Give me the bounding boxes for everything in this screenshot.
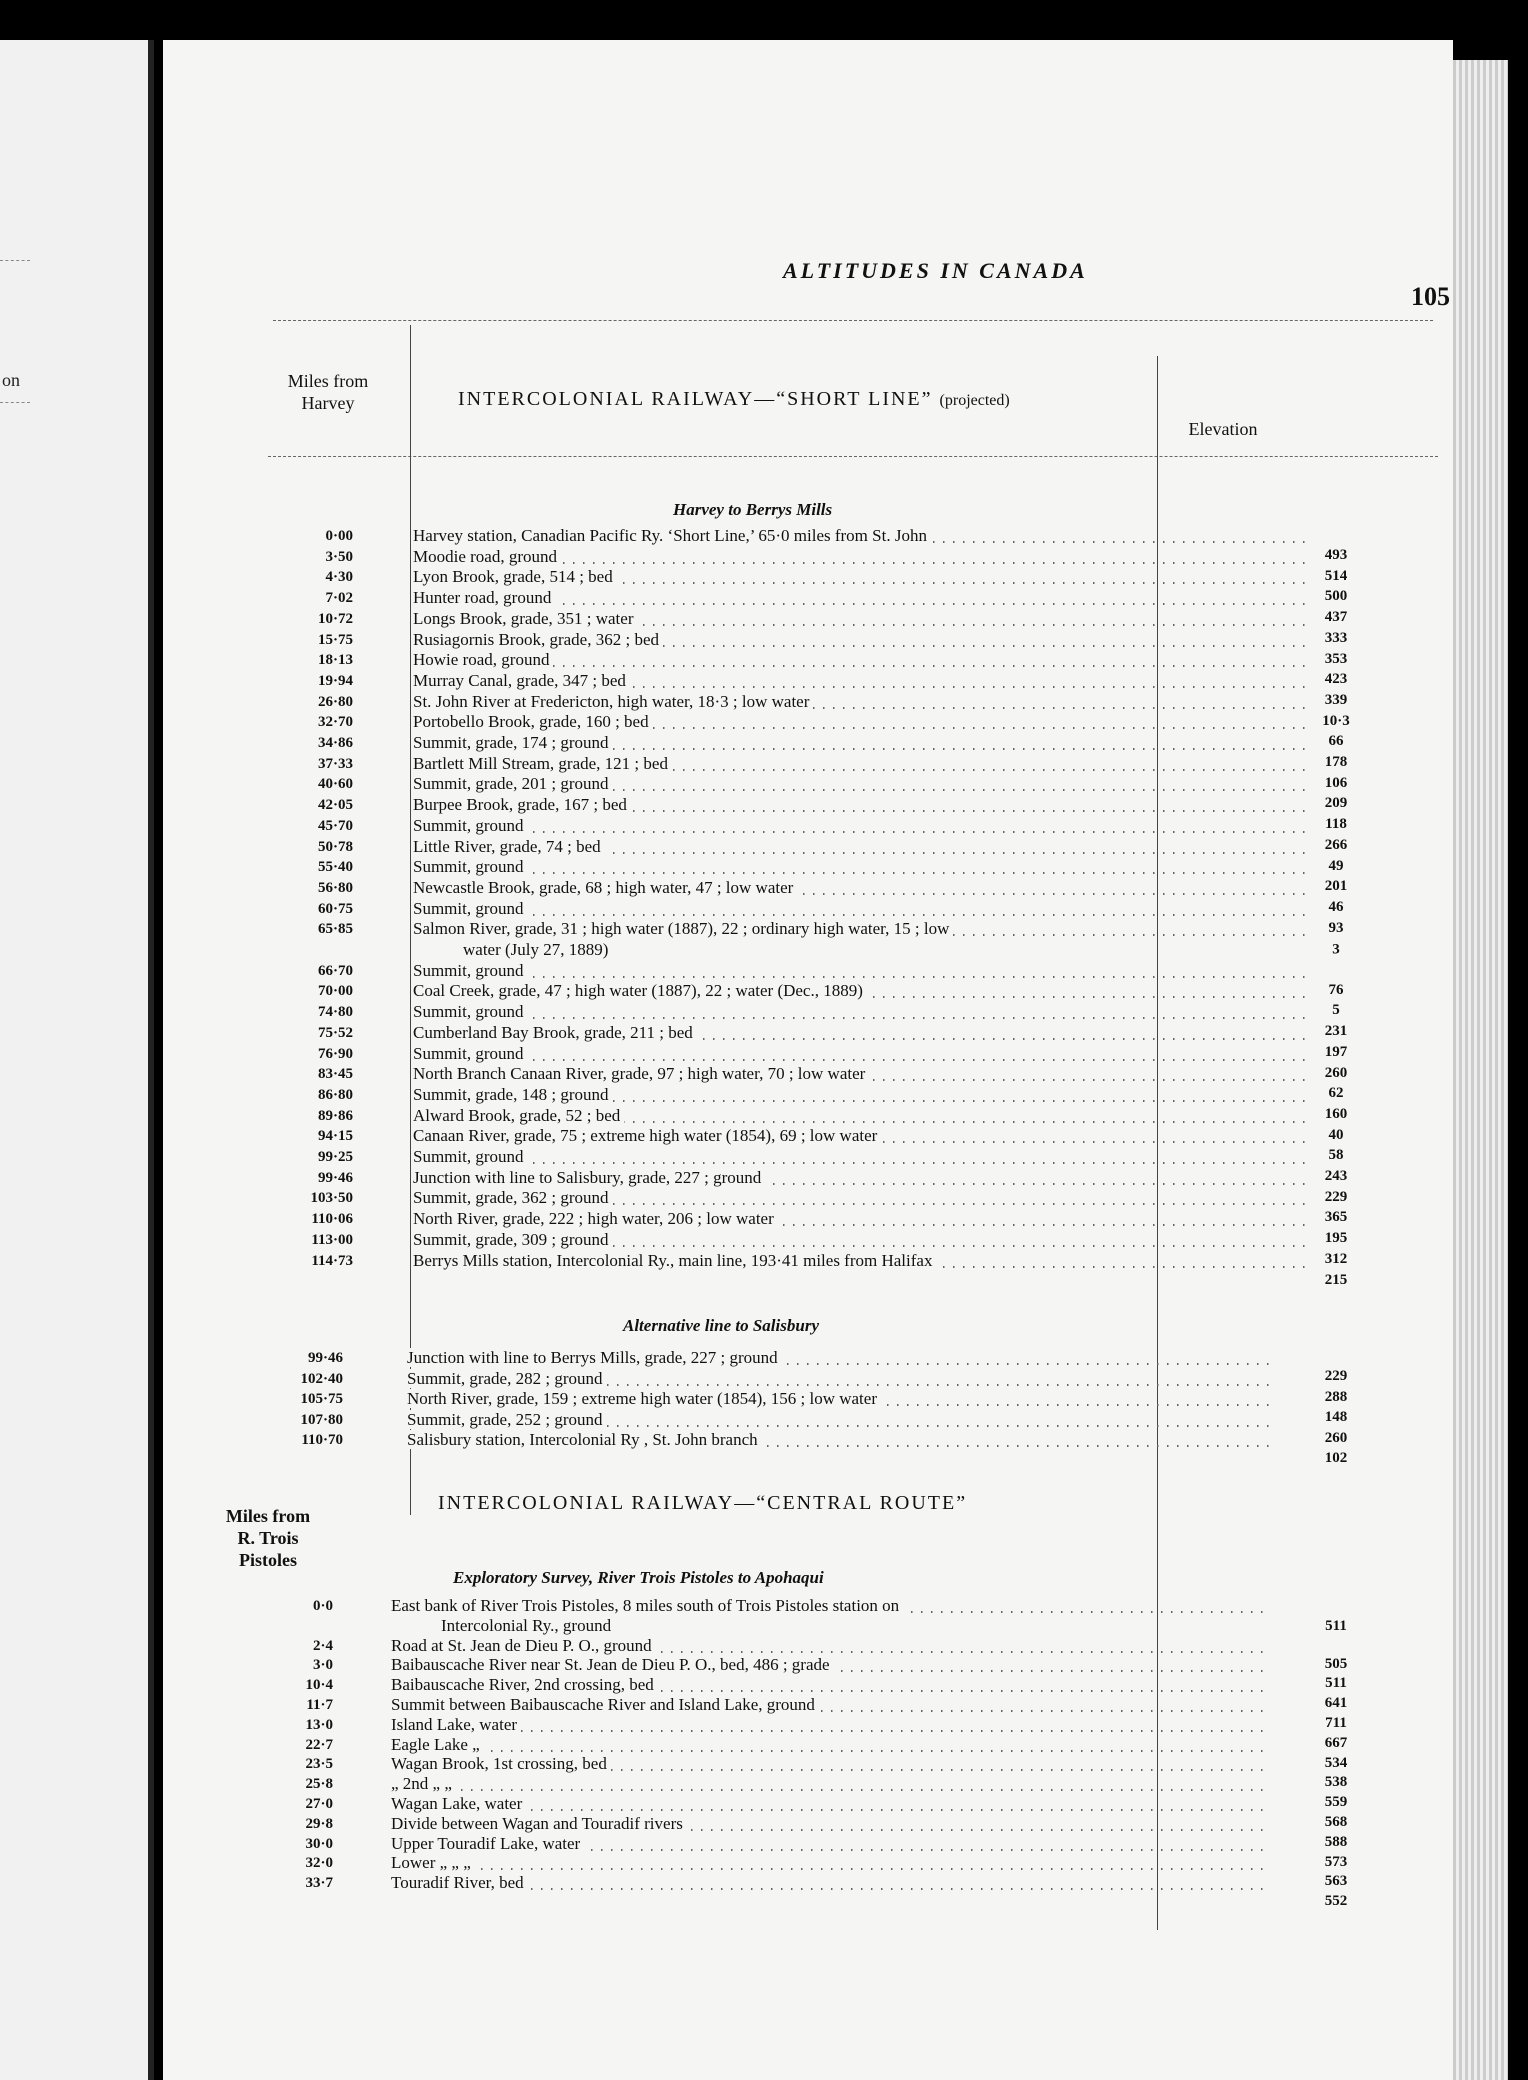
divider (0, 260, 30, 261)
location-description: Summit, grade, 252 ; ground (407, 1410, 1277, 1430)
elevation-cell: 538 (1324, 1774, 1348, 1791)
elevation-cell: 423 (1324, 671, 1348, 688)
elevation-cell: 231 (1324, 1023, 1348, 1040)
elevation-cell: 511 (1325, 1617, 1347, 1634)
elevation-cell: 40 (1328, 1126, 1344, 1143)
elevation-cell: 76 (1328, 981, 1344, 998)
location-description: North River, grade, 222 ; high water, 206 ; low water (413, 1209, 1313, 1229)
location-description: St. John River at Fredericton, high water, 18·3 ; low water (413, 692, 1313, 712)
elevation-cell: 505 (1324, 1655, 1348, 1672)
location-description: Summit, grade, 174 ; ground (413, 733, 1313, 753)
location-description: Summit, ground (413, 961, 1313, 981)
location-description: Portobello Brook, grade, 160 ; bed (413, 712, 1313, 732)
elevation-cell: 201 (1324, 878, 1348, 895)
elevation-cell: 573 (1324, 1853, 1348, 1870)
elevation-cell: 667 (1324, 1734, 1348, 1751)
miles-cell: 18·13 (317, 652, 353, 669)
miles-cell: 103·50 (310, 1190, 353, 1207)
miles-cell: 94·15 (317, 1128, 353, 1145)
miles-column-header-2: Miles from R. Trois Pistoles (225, 1506, 311, 1570)
elevation-cell: 493 (1324, 547, 1348, 563)
miles-cell: 75·52 (317, 1024, 353, 1041)
elevation-cell: 711 (1325, 1715, 1347, 1731)
location-description: Bartlett Mill Stream, grade, 121 ; bed (413, 754, 1313, 774)
location-description: Harvey station, Canadian Pacific Ry. ‘Short Line,’ 65·0 miles from St. John (413, 526, 1313, 546)
miles-cell: 11·7 (306, 1697, 333, 1713)
miles-cell: 40·60 (317, 776, 353, 793)
subsection-heading: Alternative line to Salisbury (623, 1316, 819, 1335)
miles-cell: 65·85 (317, 921, 353, 938)
location-description: Berrys Mills station, Intercolonial Ry., main line, 193·41 miles from Halifax (413, 1251, 1313, 1271)
elevation-cell: 568 (1324, 1814, 1348, 1830)
miles-cell: 23·5 (305, 1756, 333, 1773)
elevation-cell: 215 (1324, 1271, 1348, 1288)
elevation-cell: 588 (1324, 1833, 1348, 1850)
elevation-column-header: Elevation (1188, 419, 1258, 439)
section-title-central-route: INTERCOLONIAL RAILWAY—“CENTRAL ROUTE” (438, 1492, 968, 1514)
miles-cell: 55·40 (317, 859, 353, 876)
location-description: Divide between Wagan and Touradif rivers (391, 1814, 1266, 1834)
location-description: Junction with line to Salisbury, grade, 227 ; ground (413, 1168, 1313, 1188)
miles-cell: 50·78 (317, 838, 353, 855)
location-description: Summit, ground (413, 1044, 1313, 1064)
location-description: Salisbury station, Intercolonial Ry , St. John branch (407, 1430, 1277, 1450)
location-description: Summit, ground (413, 899, 1313, 919)
miles-cell: 107·80 (300, 1411, 343, 1428)
miles-cell: 114·73 (311, 1252, 353, 1269)
miles-cell: 13·0 (305, 1716, 333, 1733)
miles-cell: 30·0 (305, 1835, 333, 1852)
elevation-cell: 5 (1332, 1002, 1340, 1019)
elevation-cell: 288 (1324, 1388, 1348, 1405)
elevation-cell: 106 (1324, 774, 1348, 791)
elevation-cell: 66 (1328, 733, 1344, 750)
elevation-cell: 209 (1324, 795, 1348, 812)
elevation-cell: 93 (1328, 919, 1344, 936)
miles-cell: 29·8 (305, 1815, 333, 1832)
subsection-heading: Harvey to Berrys Mills (673, 500, 833, 519)
miles-cell: 110·70 (301, 1432, 343, 1448)
elevation-cell: 641 (1324, 1695, 1348, 1712)
elevation-cell: 260 (1324, 1064, 1348, 1081)
location-description: Baibauscache River, 2nd crossing, bed (391, 1675, 1266, 1695)
elevation-cell: 49 (1328, 857, 1344, 874)
elevation-cell: 160 (1324, 1105, 1348, 1122)
elevation-cell: 46 (1328, 898, 1344, 915)
location-description: Eagle Lake „ (391, 1735, 1266, 1755)
elevation-cell: 500 (1324, 588, 1348, 605)
location-description: Summit, grade, 282 ; ground (407, 1369, 1277, 1389)
table-row (163, 1430, 1453, 1466)
elevation-cell: 339 (1324, 691, 1348, 708)
location-description: Lower „ „ „ (391, 1853, 1266, 1873)
miles-cell: 7·02 (325, 590, 353, 607)
miles-cell: 32·0 (305, 1855, 333, 1872)
elevation-cell: 197 (1324, 1043, 1348, 1060)
location-description: Little River, grade, 74 ; bed (413, 837, 1313, 857)
location-description: Newcastle Brook, grade, 68 ; high water, 47 ; low water (413, 878, 1313, 898)
miles-cell: 102·40 (300, 1370, 343, 1387)
location-description: Alward Brook, grade, 52 ; bed (413, 1106, 1313, 1126)
elevation-cell: 118 (1325, 816, 1347, 833)
location-description: Summit, ground (413, 1002, 1313, 1022)
location-description: Hunter road, ground (413, 588, 1313, 608)
elevation-cell: 514 (1324, 567, 1348, 584)
location-description: Cumberland Bay Brook, grade, 211 ; bed (413, 1023, 1313, 1043)
location-description: Upper Touradif Lake, water (391, 1834, 1266, 1854)
location-description: Howie road, ground (413, 650, 1313, 670)
location-description: Longs Brook, grade, 351 ; water (413, 609, 1313, 629)
miles-cell: 0·00 (325, 528, 353, 544)
section-title-short-line (458, 388, 1010, 411)
elevation-cell: 58 (1328, 1147, 1344, 1164)
miles-cell: 3·0 (312, 1657, 333, 1674)
miles-cell: 70·00 (317, 983, 353, 1000)
location-description: Canaan River, grade, 75 ; extreme high water (1854), 69 ; low water (413, 1126, 1313, 1146)
header-rule-top (273, 320, 1433, 321)
location-description: Touradif River, bed (391, 1873, 1266, 1893)
miles-cell: 34·86 (317, 735, 353, 751)
miles-cell: 37·33 (317, 755, 353, 772)
miles-cell: 10·72 (317, 610, 353, 627)
miles-cell: 45·70 (317, 817, 353, 834)
miles-column-header: Miles from Harvey (287, 371, 369, 413)
elevation-cell: 266 (1324, 836, 1348, 853)
location-description: Coal Creek, grade, 47 ; high water (1887), 22 ; water (Dec., 1889) (413, 981, 1313, 1001)
header-rule-bottom (268, 456, 1438, 457)
running-title: ALTITUDES IN CANADA (783, 258, 1088, 283)
elevation-cell: 10·3 (1322, 712, 1350, 729)
location-description: Summit, ground (413, 1147, 1313, 1167)
location-description: Moodie road, ground (413, 547, 1313, 567)
page-stack-edge (1453, 60, 1508, 2080)
elevation-cell: 260 (1324, 1429, 1348, 1446)
location-description: North Branch Canaan River, grade, 97 ; high water, 70 ; low water (413, 1064, 1313, 1084)
table-row (163, 1250, 1453, 1288)
location-description: Summit between Baibauscache River and Island Lake, ground (391, 1695, 1266, 1715)
location-description: North River, grade, 159 ; extreme high water (1854), 156 ; low water (407, 1389, 1277, 1409)
description-continuation: water (July 27, 1889) (463, 940, 609, 959)
miles-cell: 86·80 (317, 1086, 353, 1103)
elevation-cell: 534 (1324, 1754, 1348, 1771)
miles-cell: 66·70 (317, 962, 353, 979)
elevation-cell: 195 (1324, 1230, 1348, 1247)
miles-cell: 110·06 (311, 1211, 353, 1228)
elevation-cell: 312 (1324, 1250, 1348, 1267)
table-row (163, 1873, 1453, 1910)
location-description: Summit, ground (413, 816, 1313, 836)
elevation-cell: 353 (1324, 650, 1348, 667)
location-description: Baibauscache River near St. Jean de Dieu P. O., bed, 486 ; grade (391, 1655, 1266, 1675)
miles-cell: 56·80 (317, 879, 353, 896)
location-description: Rusiagornis Brook, grade, 362 ; bed (413, 630, 1313, 650)
miles-cell: 42·05 (317, 797, 353, 814)
elevation-cell: 148 (1324, 1409, 1348, 1425)
elevation-cell: 563 (1324, 1873, 1348, 1890)
elevation-cell: 178 (1324, 754, 1348, 770)
location-description: Burpee Brook, grade, 167 ; bed (413, 795, 1313, 815)
miles-cell: 33·7 (305, 1875, 333, 1892)
section-title-text: INTERCOLONIAL RAILWAY—“SHORT LINE” (458, 388, 933, 410)
miles-cell: 15·75 (317, 631, 353, 648)
location-description: Road at St. Jean de Dieu P. O., ground (391, 1636, 1266, 1656)
location-description: Summit, grade, 309 ; ground (413, 1230, 1313, 1250)
location-description: Summit, ground (413, 857, 1313, 877)
location-description: Wagan Lake, water (391, 1794, 1266, 1814)
location-description: Wagan Brook, 1st crossing, bed (391, 1754, 1266, 1774)
book-page (163, 40, 1453, 2080)
elevation-cell: 437 (1324, 609, 1348, 626)
location-description: Summit, grade, 201 ; ground (413, 774, 1313, 794)
location-description: Summit, grade, 148 ; ground (413, 1085, 1313, 1105)
location-description: Salmon River, grade, 31 ; high water (1887), 22 ; ordinary high water, 15 ; low (413, 919, 1313, 939)
location-description: Murray Canal, grade, 347 ; bed (413, 671, 1313, 691)
elevation-cell: 365 (1324, 1209, 1348, 1226)
miles-cell: 74·80 (317, 1004, 353, 1021)
miles-cell: 22·7 (305, 1736, 333, 1753)
section-title-note: (projected) (939, 392, 1010, 409)
miles-cell: 99·46 (307, 1350, 343, 1366)
location-description: Lyon Brook, grade, 514 ; bed (413, 567, 1313, 587)
divider (0, 402, 30, 403)
previous-page-fragment: on (2, 370, 20, 390)
location-description: Junction with line to Berrys Mills, grade, 227 ; ground (407, 1348, 1277, 1368)
miles-cell: 89·86 (317, 1107, 353, 1124)
description-continuation: Intercolonial Ry., ground (441, 1615, 612, 1635)
elevation-cell: 511 (1325, 1675, 1347, 1692)
elevation-cell: 102 (1324, 1450, 1348, 1466)
miles-cell: 27·0 (305, 1796, 333, 1812)
miles-cell: 10·4 (305, 1677, 333, 1694)
elevation-cell: 559 (1324, 1794, 1348, 1811)
elevation-cell: 229 (1324, 1188, 1348, 1205)
miles-cell: 76·90 (317, 1045, 353, 1062)
miles-cell: 2·4 (312, 1637, 333, 1654)
elevation-cell: 3 (1332, 941, 1340, 958)
location-description: Summit, grade, 362 ; ground (413, 1188, 1313, 1208)
miles-cell: 83·45 (317, 1066, 353, 1083)
miles-cell: 105·75 (300, 1391, 343, 1407)
miles-cell: 26·80 (317, 693, 353, 710)
miles-cell: 113·00 (311, 1231, 353, 1248)
miles-cell: 25·8 (305, 1776, 333, 1793)
miles-cell: 99·25 (317, 1149, 353, 1165)
miles-cell: 32·70 (317, 714, 353, 731)
subsection-heading: Exploratory Survey, River Trois Pistoles to Apohaqui (453, 1568, 824, 1587)
miles-cell: 0·0 (312, 1598, 333, 1614)
location-description: „ 2nd „ „ (391, 1774, 1266, 1794)
elevation-cell: 243 (1324, 1168, 1348, 1184)
elevation-cell: 62 (1328, 1085, 1344, 1102)
miles-cell: 99·46 (317, 1169, 353, 1186)
miles-cell: 60·75 (317, 900, 353, 917)
page-number: 105 (1411, 282, 1450, 311)
elevation-cell: 229 (1324, 1368, 1348, 1384)
miles-cell: 3·50 (325, 548, 353, 565)
location-description: East bank of River Trois Pistoles, 8 miles south of Trois Pistoles station on (391, 1596, 1266, 1616)
elevation-cell: 333 (1324, 629, 1348, 646)
miles-cell: 19·94 (317, 672, 353, 689)
miles-cell: 4·30 (325, 569, 353, 586)
previous-page-edge (0, 40, 154, 2080)
elevation-cell: 552 (1324, 1893, 1348, 1910)
location-description: Island Lake, water (391, 1715, 1266, 1735)
